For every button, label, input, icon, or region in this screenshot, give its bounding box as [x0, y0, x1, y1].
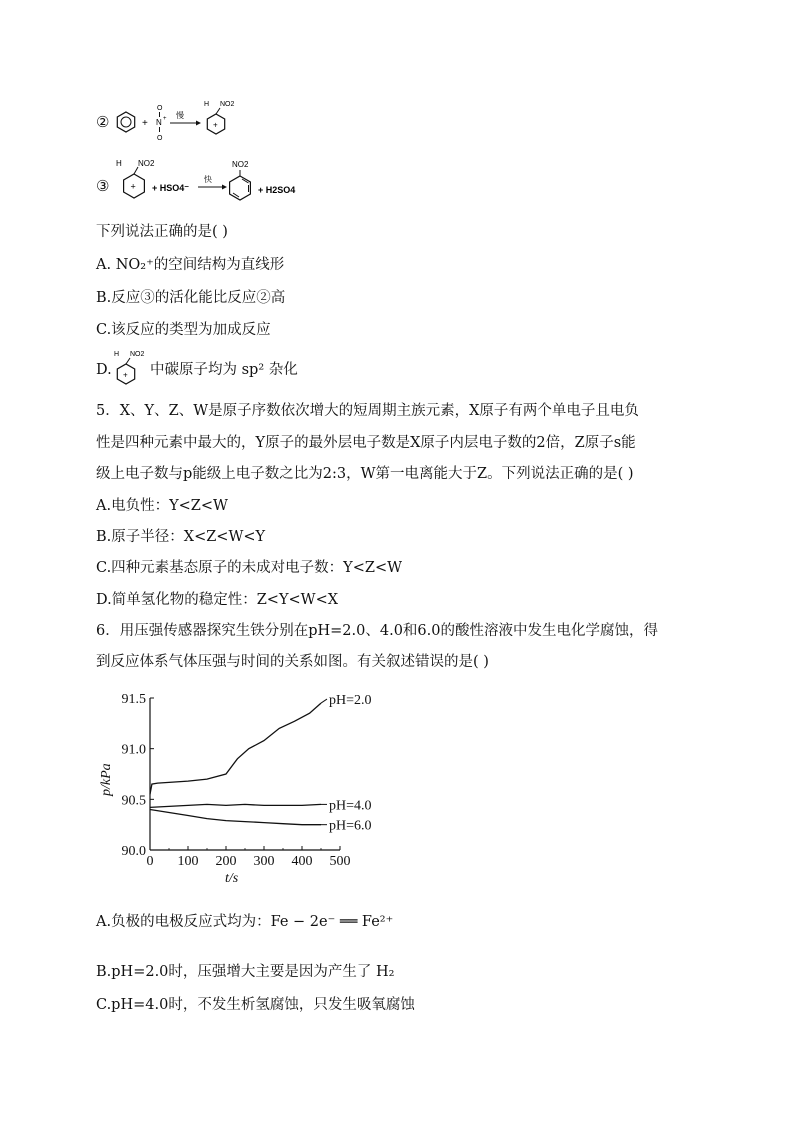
q4-stem: 下列说法正确的是( ) [96, 224, 228, 240]
q5-line3: 级上电子数与p能级上电子数之比为2:3，W第一电离能大于Z。下列说法正确的是( ) [96, 466, 634, 482]
nitronium-ion [156, 105, 167, 142]
svg-text:NO2: NO2 [232, 160, 249, 169]
series-line-3 [150, 810, 321, 825]
svg-text:+: + [213, 120, 218, 130]
reaction-number: ② [96, 113, 110, 131]
reaction-3 [96, 176, 109, 197]
svg-text:NO2: NO2 [130, 351, 145, 358]
arrow-label-fast: 快 [204, 175, 212, 184]
pressure-time-chart [96, 686, 372, 886]
x-axis-label: t/s [225, 871, 239, 886]
benzene-ring [117, 112, 134, 132]
q6-line1: 6．用压强传感器探究生铁分别在pH=2.0、4.0和6.0的酸性溶液中发生电化学腐蚀，得 [96, 623, 658, 639]
q4-option-b: B.反应③的活化能比反应②高 [96, 290, 286, 306]
q4-option-d-text: 中碳原子均为 sp² 杂化 [150, 362, 298, 378]
sigma-complex [124, 174, 145, 198]
x-tick-label: 100 [177, 854, 199, 869]
sigma-complex [207, 114, 224, 134]
svg-text:+: + [123, 370, 128, 380]
series-line-1 [150, 703, 321, 794]
q6-option-b: B.pH=2.0时，压强增大主要是因为产生了 H₂ [96, 964, 395, 980]
x-tick-label: 200 [215, 854, 237, 869]
y-tick-label: 91.0 [121, 742, 146, 758]
reaction-2 [96, 112, 109, 133]
reaction-3-scheme [112, 154, 312, 206]
svg-text:NO2: NO2 [138, 159, 155, 168]
x-tick-label: 500 [329, 854, 351, 869]
svg-text:N: N [156, 118, 162, 127]
q6-option-a: A.负极的电极反应式均为：Fe − 2e⁻ ══ Fe²⁺ [96, 914, 394, 930]
series-leader-1 [321, 699, 327, 703]
svg-text:+: + [130, 181, 136, 192]
plus-sign: + [142, 118, 148, 129]
svg-text:NO2: NO2 [220, 101, 235, 108]
x-tick-label: 300 [253, 854, 275, 869]
svg-text:+: + [163, 116, 167, 122]
reaction-2-scheme [112, 96, 272, 144]
x-tick-label: 400 [291, 854, 313, 869]
q5-option-d: D.简单氢化物的稳定性：Z<Y<W<X [96, 592, 339, 608]
nitrobenzene [230, 176, 251, 200]
h2so4-product: + H2SO4 [258, 185, 296, 195]
series-label-3: pH=6.0 [329, 818, 372, 834]
series-line-2 [150, 804, 321, 807]
q4-option-d-structure [112, 348, 152, 388]
reaction-number: ③ [96, 177, 110, 195]
y-tick-label: 91.5 [121, 692, 146, 707]
q4-option-c: C.该反应的类型为加成反应 [96, 322, 271, 338]
y-axis-label: p/kPa [99, 763, 114, 796]
series-label-1: pH=2.0 [329, 693, 372, 709]
y-tick-label: 90.0 [121, 844, 146, 859]
svg-text:H: H [114, 351, 120, 358]
svg-text:H: H [116, 159, 122, 168]
q5-line2: 性是四种元素中最大的，Y原子的最外层电子数是X原子内层电子数的2倍，Z原子s能 [96, 435, 636, 451]
y-tick-label: 90.5 [121, 793, 146, 809]
q5-line1: 5．X、Y、Z、W是原子序数依次增大的短周期主族元素，X原子有两个单电子且电负 [96, 403, 639, 419]
q4-option-a: A. NO₂⁺的空间结构为直线形 [96, 257, 285, 273]
hso4-reagent: + HSO4⁻ [152, 183, 190, 193]
svg-text:O: O [157, 105, 163, 112]
q5-option-a: A.电负性：Y<Z<W [96, 498, 228, 514]
q5-option-c: C.四种元素基态原子的未成对电子数：Y<Z<W [96, 560, 403, 576]
svg-text:O: O [157, 135, 163, 142]
x-tick-label: 0 [146, 854, 154, 869]
series-label-2: pH=4.0 [329, 798, 372, 814]
q4-option-d: D. [96, 362, 112, 378]
q5-option-b: B.原子半径：X<Z<W<Y [96, 529, 266, 545]
q6-line2: 到反应体系气体压强与时间的关系如图。有关叙述错误的是( ) [96, 654, 489, 670]
arrow-label-slow: 慢 [176, 111, 184, 120]
q6-option-c: C.pH=4.0时，不发生析氢腐蚀，只发生吸氧腐蚀 [96, 997, 415, 1013]
chart-svg [96, 686, 372, 886]
svg-text:H: H [204, 101, 210, 108]
